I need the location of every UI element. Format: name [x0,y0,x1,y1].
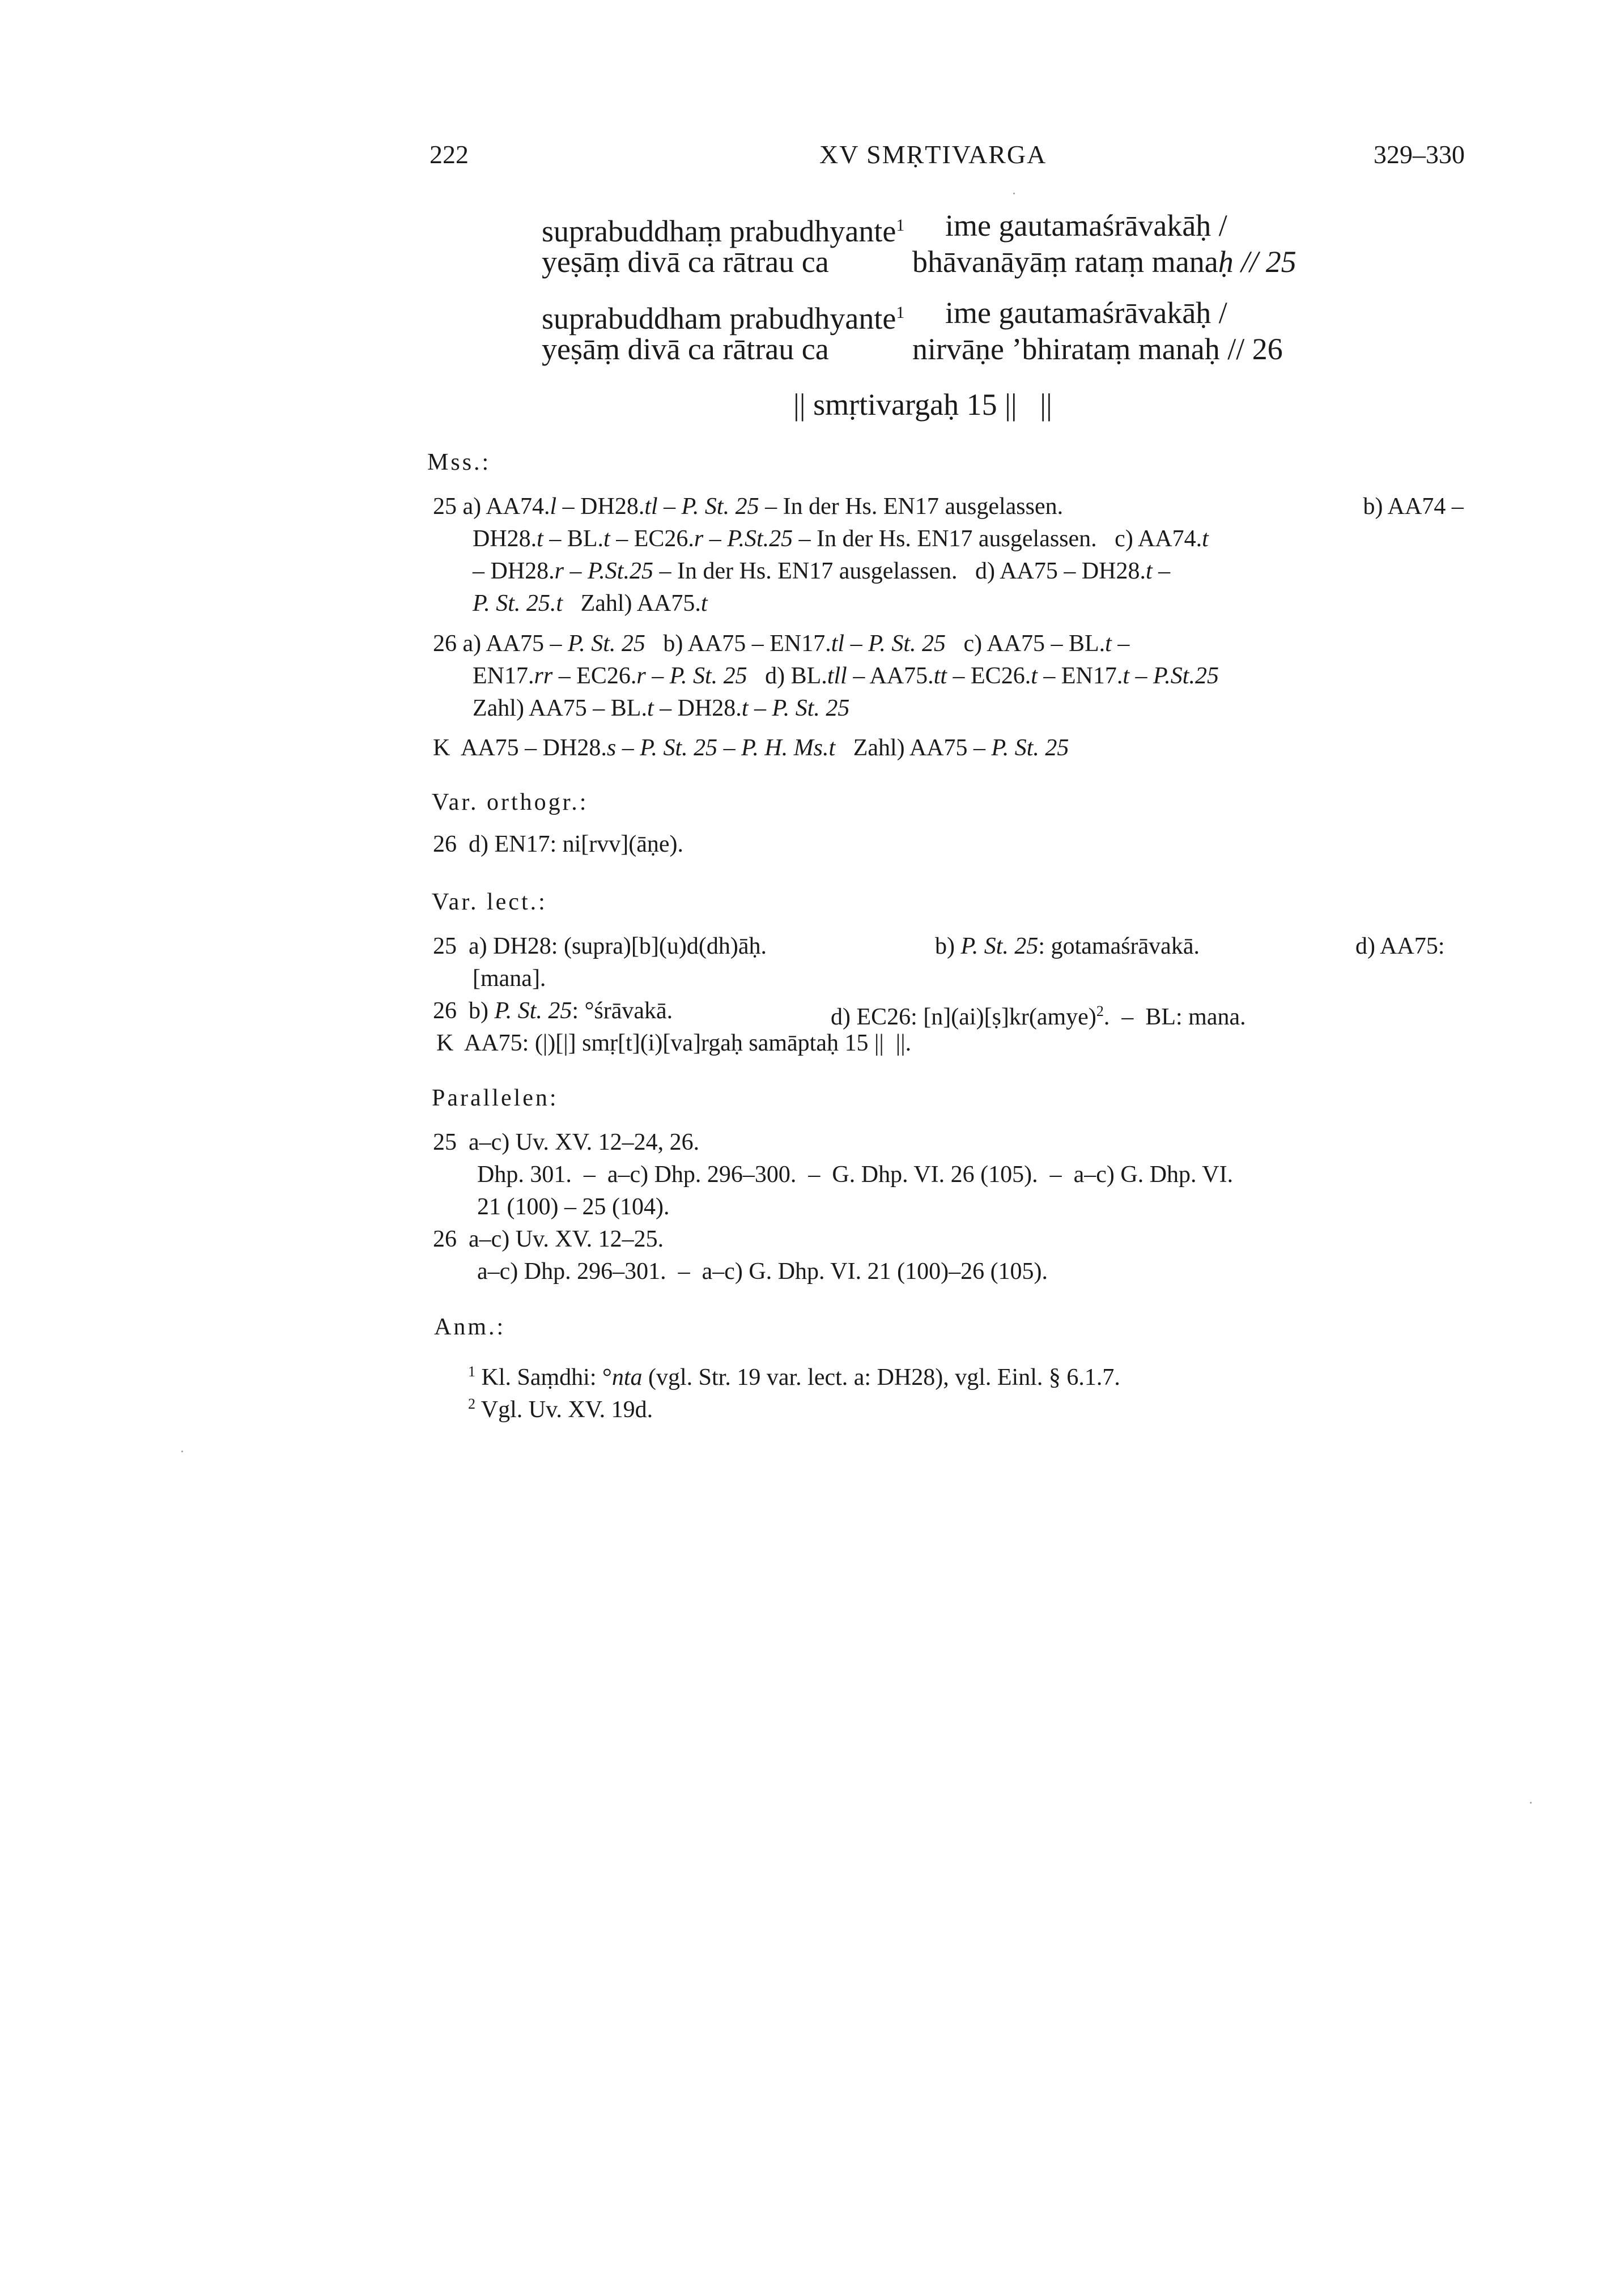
section-heading-var-lect: Var. lect.: [432,889,547,915]
page-number: 222 [430,140,469,169]
verse-25-line-1 [542,207,904,249]
section-heading-parallelen: Parallelen: [432,1085,559,1111]
section-heading-var-orthogr: Var. orthogr.: [432,789,589,815]
mss-25-line-4: P. St. 25.t Zahl) AA75.t [473,590,708,616]
section-heading-mss: Mss.: [427,449,491,475]
verse-25-line-2: yeṣāṃ divā ca rātrau ca [542,245,829,279]
scan-speck [1013,193,1015,194]
colophon: || smṛtivargaḥ 15 || || [793,388,1052,422]
mss-25-line-2: DH28.t – BL.t – EC26.r – P.St.25 – In der Hs. EN17 ausgelassen. c) AA74.t [473,526,1209,552]
var-lect-line-1a: 25 a) DH28: (supra)[b](u)d(dh)āḥ. [433,933,767,959]
verse-26-line-1 [542,295,904,337]
note-2: $^2$ Vgl. Uv. XV. 19d. [468,1396,653,1423]
verse-text: bhāvanāyāṃ rataṃ mana [912,245,1218,279]
mss-25-line-1: 25 a) AA74.l – DH28.tl – P. St. 25 – In der Hs. EN17 ausgelassen. b) AA74 – [433,494,1464,520]
section-heading-anm: Anm.: [434,1314,506,1340]
mss-26-line-2: EN17.rr – EC26.r – P. St. 25 d) BL.tll – AA75.tt – EC26.t – EN17.t – P.St.25 [473,663,1219,689]
var-lect-line-1c: d) AA75: [1355,933,1445,959]
verse-25-line-2b [912,244,1296,280]
running-title: XV SMṚTIVARGA [819,140,1047,169]
note-1: $^1$ Kl. Saṃdhi: °nta (vgl. Str. 19 var. lect. a: DH28), vgl. Einl. § 6.1.7. [468,1363,1120,1391]
var-lect-line-1b: b) P. St. 25: gotamaśrāvakā. [935,933,1200,959]
parallel-line: Dhp. 301. – a–c) Dhp. 296–300. – G. Dhp. VI. 26 (105). – a–c) G. Dhp. VI. [477,1162,1234,1188]
parallel-line: 25 a–c) Uv. XV. 12–24, 26. [433,1129,700,1155]
mss-26-line-3: Zahl) AA75 – BL.t – DH28.t – P. St. 25 [473,695,850,721]
verse-text: suprabuddhaṃ prabudhyante [542,214,896,248]
parallel-line: a–c) Dhp. 296–301. – a–c) G. Dhp. VI. 21 (100)–26 (105). [477,1258,1048,1285]
var-lect-line-4: K AA75: (|)[|] smṛ[t](i)[va]rgaḥ samāptaḥ 15 || ||. [436,1030,912,1056]
scan-speck [1530,1802,1532,1804]
verse-text-italic: ḥ [1218,245,1234,279]
parallel-line: 26 a–c) Uv. XV. 12–25. [433,1226,664,1252]
mss-k-line: K AA75 – DH28.s – P. St. 25 – P. H. Ms.t Zahl) AA75 – P. St. 25 [433,735,1069,761]
verse-text: suprabuddham prabudhyante [542,301,896,335]
parallel-line: 21 (100) – 25 (104). [477,1194,670,1220]
verse-26-line-2: yeṣāṃ divā ca rātrau ca [542,332,829,366]
var-lect-line-2: [mana]. [473,966,546,992]
mss-26-line-1: 26 a) AA75 – P. St. 25 b) AA75 – EN17.tl – P. St. 25 c) AA75 – BL.t – [433,631,1130,657]
scan-speck [181,1451,183,1452]
var-lect-line-3a: 26 b) P. St. 25: °śrāvakā. [433,998,673,1024]
var-lect-line-3b: d) EC26: [n](ai)[ṣ]kr(amye)$^2$. – BL: mana. [831,1003,1246,1030]
verse-25-line-1b: ime gautamaśrāvakāḥ / [945,209,1227,243]
footnote-ref: 1 [896,303,905,322]
verse-range: 329–330 [1374,140,1465,169]
mss-25-line-3: – DH28.r – P.St.25 – In der Hs. EN17 ausgelassen. d) AA75 – DH28.t – [473,558,1171,584]
footnote-ref: 1 [896,216,905,235]
var-orthogr-line: 26 d) EN17: ni[rvv](āṇe). [433,831,684,857]
verse-number: // 25 [1233,245,1296,279]
verse-26-line-1b: ime gautamaśrāvakāḥ / [945,296,1227,330]
verse-26-line-2b: nirvāṇe ’bhirataṃ manaḥ // 26 [912,332,1283,366]
